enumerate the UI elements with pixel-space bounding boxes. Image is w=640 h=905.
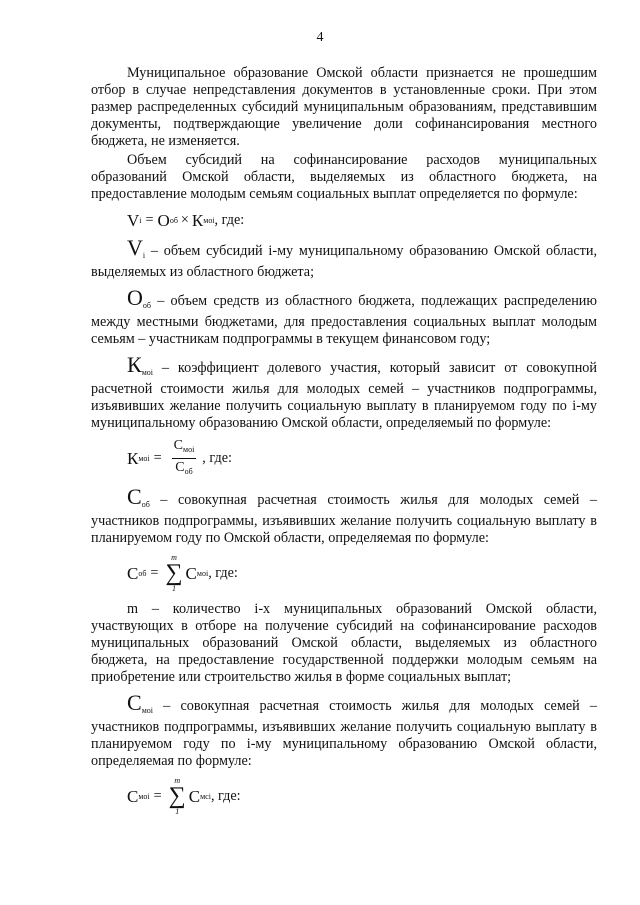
page-number: 4 <box>316 30 324 45</box>
formula-cob: С об = m ∑ 1 С моi , где: <box>127 553 238 593</box>
fraction: $\frac{С_{моi}}{С_{об}}$ <box>173 437 195 476</box>
formula-cmoi: С моi = m ∑ 1 С мсi , где: <box>127 776 241 816</box>
formula-subsidy: V i = О об × К моi , где: <box>127 210 245 230</box>
sum-operator: m ∑ 1 <box>168 776 186 816</box>
definition-cob: $С_{об}$ – совокупная расчетная стоимость жилья для молодых семей – участников подпрограммы, изъявивших желание получить социальную выплату в планируемом году по Омской области, определяемая по формуле: <box>91 484 597 546</box>
sum-operator: m ∑ 1 <box>165 553 183 593</box>
definition-k: $К_{моi}$ – коэффициент долевого участия, который зависит от совокупной расчетной стоимости жилья для молодых семей – участников подпрограммы, изъявивших желание получить социальную выплату в планируемом году по i-му муниципальному образованию Омской области, определяемый по формуле: <box>91 352 597 431</box>
paragraph-selection-rule: Муниципальное образование Омской области признается не прошедшим отбор в случае непредставления документов в установленные сроки. При этом размер распределенных субсидий муниципальным образованиям, представившим документы, подтверждающие увеличение доли софинансирования местного бюджета, не изменяется. <box>91 65 597 149</box>
paragraph-subsidy-volume: Объем субсидий на софинансирование расходов муниципальных образований Омской области, выделяемых из областного бюджета, на предоставление молодым семьям социальных выплат определяется по формуле: <box>91 152 597 202</box>
definition-o: $О_{об}$ – объем средств из областного бюджета, подлежащих распределению между местными бюджетами, для предоставления социальных выплат молодым семьям – участникам подпрограммы в текущем финансовом году; <box>91 285 597 347</box>
definition-v: $V_i$ – объем субсидий i-му муниципальному образованию Омской области, выделяемых из областного бюджета; <box>91 235 597 280</box>
formula-k: К моi = $\frac{С_{моi}}{С_{об}}$ , где: <box>127 438 597 478</box>
document-body <box>91 65 597 816</box>
definition-cmoi: $С_{моi}$ – совокупная расчетная стоимость жилья для молодых семей – участников подпрограммы, изъявивших желание получить социальную выплату в планируемом году по i-му муниципальному образованию Омской области, определяемая по формуле: <box>91 690 597 769</box>
definition-m: m – количество i-х муниципальных образований Омской области, участвующих в отборе на получение субсидий на софинансирование расходов муниципальных образований Омской области, выделяемых из областного бюджета, на предоставление государственной поддержки молодым семьям на приобретение или строительство жилья в форме социальных выплат; <box>91 601 597 685</box>
